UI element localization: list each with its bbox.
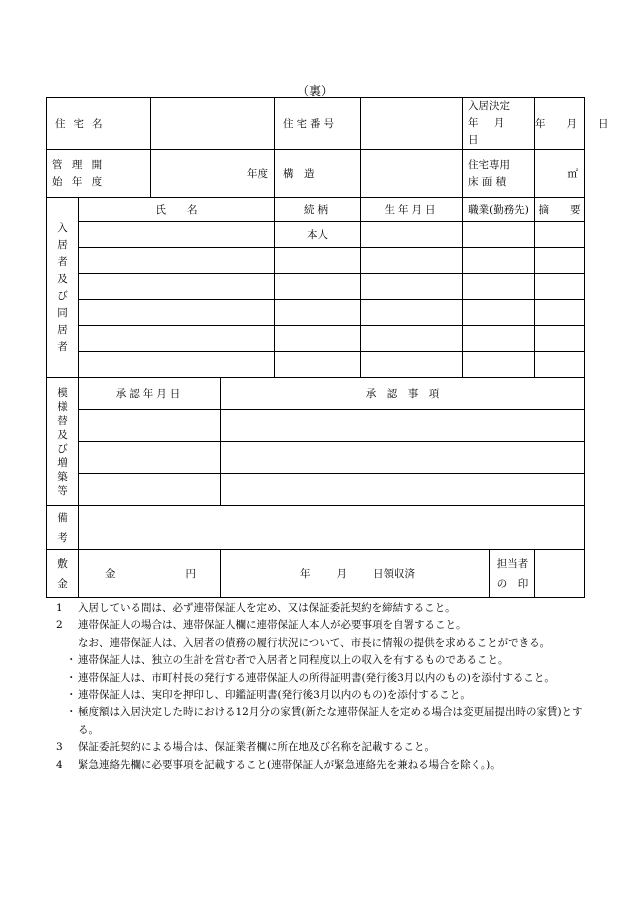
note-item: 3 保証委託契約による場合は、保証業者欄に所在地及び名称を記載すること。 [56, 741, 435, 754]
note-item: ・ 連帯保証人は、実印を押印し、印鑑証明書(発行後3月以内のもの)を添付すること。 [66, 689, 471, 702]
note-item: 4 緊急連絡先欄に必要事項を記載すること(連帯保証人が緊急連絡先を兼ねる場合を除く。)。 [56, 758, 501, 771]
remarks-section-label: 備 考 [47, 506, 79, 550]
table-row [47, 222, 585, 248]
table-row [47, 300, 585, 326]
col-header-occupation: 職業(勤務先) [463, 198, 535, 222]
notes-list [56, 600, 584, 774]
deposit-section-label: 敷 金 [47, 550, 79, 598]
management-start-label: 管 理 開 始 年 度 [47, 150, 151, 198]
note-item: 1 入居している間は、必ず連帯保証人を定め、又は保証委託契約を締結すること。 [56, 602, 456, 614]
deposit-receipt-field[interactable]: 年 月 日領収済 [221, 550, 535, 598]
floor-area-label: 住宅専用 床 面 積 [463, 150, 535, 198]
table-row [47, 326, 585, 352]
table-row [47, 442, 585, 474]
housing-name-label: 住宅名 [47, 98, 151, 150]
structure-field[interactable] [361, 150, 463, 198]
housing-record-form [46, 97, 609, 598]
table-row [47, 274, 585, 300]
col-header-relation: 続柄 [275, 198, 361, 222]
occupant-relation-cell[interactable]: 本人 [275, 222, 361, 248]
approval-date-header: 承認年月日 [79, 378, 221, 410]
housing-number-field[interactable] [361, 98, 463, 150]
note-item: 2 連帯保証人の場合は、連帯保証人欄に連帯保証人本人が必要事項を自署すること。 [56, 619, 467, 632]
table-row [47, 474, 585, 506]
fiscal-year-field[interactable]: 年度 [151, 150, 275, 198]
move-in-decision-label: 入居決定 年 月 日 [463, 98, 535, 150]
staff-seal-cell[interactable] [496, 550, 585, 598]
note-item: ・ 極度額は入居決定した時における12月分の家賃(新たな連帯保証人を定める場合は変更届提出時の家賃)とする。 [66, 706, 583, 736]
note-item: なお、連帯保証人は、入居者の債務の履行状況について、市長に情報の提供を求めることができる。 [78, 636, 551, 649]
approval-items-header: 承 認 事 項 [221, 378, 585, 410]
occupant-name-cell[interactable] [79, 222, 275, 248]
deposit-amount-field[interactable]: 金 円 [79, 550, 221, 598]
note-item: ・ 連帯保証人は、独立の生計を営む者で入居者と同程度以上の収入を有するものであること。 [66, 654, 509, 667]
remarks-field[interactable] [79, 506, 585, 550]
move-in-date-field[interactable]: 年 月 日 [535, 98, 585, 150]
table-row [47, 410, 585, 442]
page-title: （裏） [296, 84, 333, 98]
structure-label: 構 造 [275, 150, 361, 198]
table-row [47, 248, 585, 274]
housing-name-field[interactable] [151, 98, 275, 150]
col-header-remarks: 摘 要 [535, 198, 585, 222]
housing-number-label: 住宅番号 [275, 98, 361, 150]
staff-seal-label: 担当者 の 印 [489, 550, 535, 597]
col-header-name: 氏 名 [79, 198, 275, 222]
floor-area-field[interactable]: ㎡ [535, 150, 585, 198]
occupants-section-label: 入 居 者 及 び 同 居 者 [47, 198, 79, 378]
table-row [47, 352, 585, 378]
note-item: ・ 連帯保証人は、市町村長の発行する連帯保証人の所得証明書(発行後3月以内のもの)を添付すること。 [66, 671, 555, 684]
renovation-section-label: 模 様 替 及 び 増 築 等 [47, 378, 79, 506]
col-header-birth: 生年月日 [361, 198, 463, 222]
